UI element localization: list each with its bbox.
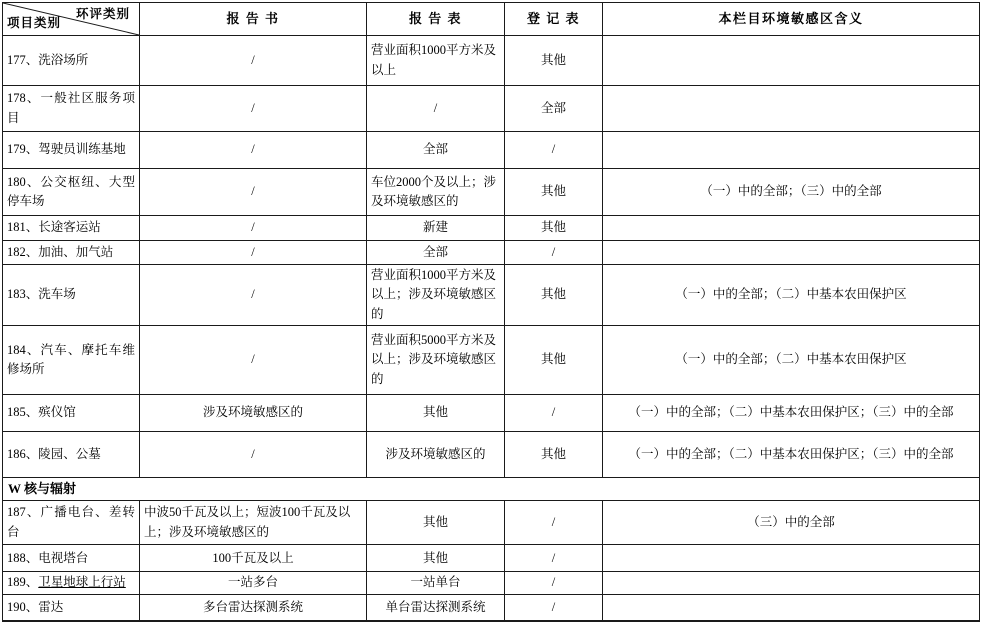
cell-report-form: 其他 (367, 545, 505, 572)
table-row (3, 36, 980, 86)
cell-report-book: / (140, 132, 367, 169)
cell-category: 182、加油、加气站 (3, 241, 140, 265)
cell-registration-form: 其他 (505, 326, 603, 395)
cell-sensitive-meaning (603, 572, 980, 594)
cell-report-book: / (140, 326, 367, 395)
header-row (3, 3, 980, 36)
cell-report-book: / (140, 86, 367, 132)
cell-sensitive-meaning (603, 241, 980, 265)
cell-registration-form: 其他 (505, 432, 603, 478)
cell-report-form: 营业面积1000平方米及以上 (367, 36, 505, 86)
cell-report-book: / (140, 241, 367, 265)
cell-report-form: 全部 (367, 241, 505, 265)
cell-category: 179、驾驶员训练基地 (3, 132, 140, 169)
cell-report-book: / (140, 265, 367, 326)
table-row (3, 216, 980, 241)
corner-label-project-category: 项目类别 (7, 15, 62, 30)
cell-report-form: 全部 (367, 132, 505, 169)
cell-sensitive-meaning: （一）中的全部；（二）中基本农田保护区；（三）中的全部 (603, 395, 980, 432)
cell-report-book: 100千瓦及以上 (140, 545, 367, 572)
cell-category: 187、广播电台、差转台 (3, 501, 140, 545)
cell-sensitive-meaning: （一）中的全部；（三）中的全部 (603, 169, 980, 216)
cell-report-book: / (140, 432, 367, 478)
cell-report-book: / (140, 36, 367, 86)
cell-sensitive-meaning (603, 216, 980, 241)
cell-report-form: 其他 (367, 501, 505, 545)
cell-category (3, 572, 140, 594)
cell-registration-form: 其他 (505, 216, 603, 241)
cell-sensitive-meaning (603, 86, 980, 132)
cell-category: 184、汽车、摩托车维修场所 (3, 326, 140, 395)
cell-registration-form: / (505, 241, 603, 265)
cell-report-book: / (140, 169, 367, 216)
table-row (3, 432, 980, 478)
eia-category-table (2, 2, 980, 622)
cell-report-form: 一站单台 (367, 572, 505, 594)
cell-sensitive-meaning (603, 132, 980, 169)
cell-sensitive-meaning (603, 594, 980, 621)
cell-registration-form: / (505, 501, 603, 545)
cell-sensitive-meaning (603, 36, 980, 86)
cell-sensitive-meaning: （一）中的全部；（二）中基本农田保护区 (603, 326, 980, 395)
cell-category: 180、公交枢纽、大型停车场 (3, 169, 140, 216)
cell-report-form: 营业面积1000平方米及以上；涉及环境敏感区的 (367, 265, 505, 326)
table-row (3, 132, 980, 169)
col-header-sensitive-meaning: 本栏目环境敏感区含义 (603, 3, 980, 36)
section-label: W 核与辐射 (3, 478, 980, 501)
cell-registration-form: / (505, 594, 603, 621)
corner-label-eia-category: 环评类别 (75, 7, 130, 21)
cell-category: 186、陵园、公墓 (3, 432, 140, 478)
cell-category: 185、殡仪馆 (3, 395, 140, 432)
cell-report-form: / (367, 86, 505, 132)
table-row (3, 395, 980, 432)
category-prefix: 189、 (7, 575, 39, 590)
section-row-nuclear-radiation (3, 478, 980, 501)
cell-category: 178、一般社区服务项目 (3, 86, 140, 132)
cell-category: 188、电视塔台 (3, 545, 140, 572)
cell-category: 181、长途客运站 (3, 216, 140, 241)
cell-sensitive-meaning: （一）中的全部；（二）中基本农田保护区 (603, 265, 980, 326)
col-header-report-book: 报 告 书 (140, 3, 367, 36)
cell-category: 190、雷达 (3, 594, 140, 621)
cell-report-book: 一站多台 (140, 572, 367, 594)
cell-report-form: 其他 (367, 395, 505, 432)
corner-cell (3, 3, 140, 36)
table-row (3, 169, 980, 216)
cell-report-book: / (140, 216, 367, 241)
table-row (3, 326, 980, 395)
table-row (3, 545, 980, 572)
cell-sensitive-meaning: （三）中的全部 (603, 501, 980, 545)
cell-registration-form: / (505, 545, 603, 572)
cell-registration-form: / (505, 395, 603, 432)
cell-sensitive-meaning (603, 545, 980, 572)
table-row (3, 241, 980, 265)
cell-registration-form: 其他 (505, 169, 603, 216)
cell-sensitive-meaning: （一）中的全部；（二）中基本农田保护区；（三）中的全部 (603, 432, 980, 478)
cell-report-book: 中波50千瓦及以上；短波100千瓦及以上；涉及环境敏感区的 (140, 501, 367, 545)
cell-report-book: 涉及环境敏感区的 (140, 395, 367, 432)
cell-report-form: 车位2000个及以上；涉及环境敏感区的 (367, 169, 505, 216)
table-row (3, 86, 980, 132)
table-row (3, 265, 980, 326)
cell-registration-form: 其他 (505, 36, 603, 86)
cell-registration-form: / (505, 132, 603, 169)
cell-report-form: 营业面积5000平方米及以上；涉及环境敏感区的 (367, 326, 505, 395)
table-row (3, 594, 980, 621)
cell-report-form: 单台雷达探测系统 (367, 594, 505, 621)
table-row (3, 501, 980, 545)
cell-category: 177、洗浴场所 (3, 36, 140, 86)
col-header-report-form: 报 告 表 (367, 3, 505, 36)
cell-report-form: 新建 (367, 216, 505, 241)
cell-registration-form: 其他 (505, 265, 603, 326)
col-header-registration-form: 登 记 表 (505, 3, 603, 36)
cell-report-book: 多台雷达探测系统 (140, 594, 367, 621)
cell-registration-form: / (505, 572, 603, 594)
cell-registration-form: 全部 (505, 86, 603, 132)
cell-category: 183、洗车场 (3, 265, 140, 326)
table-row (3, 572, 980, 594)
category-underlined: 卫星地球上行站 (38, 575, 126, 590)
cell-report-form: 涉及环境敏感区的 (367, 432, 505, 478)
